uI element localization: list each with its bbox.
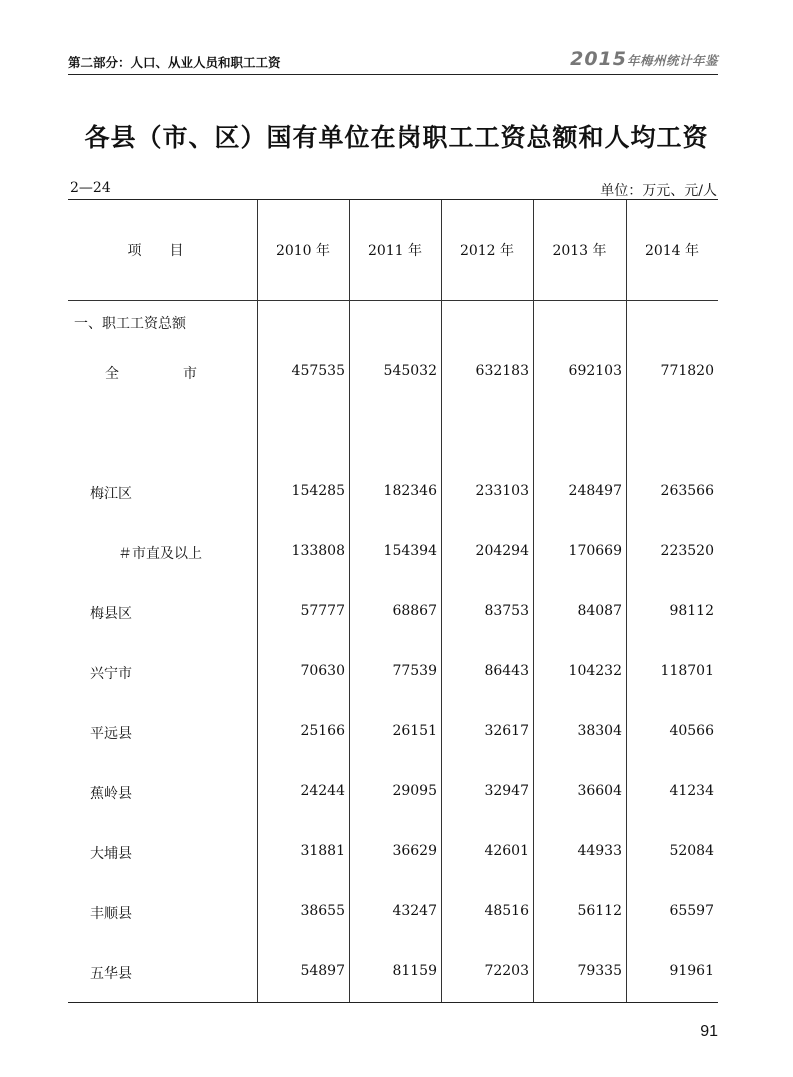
- table-row: [68, 723, 718, 743]
- cell-value: 42601: [484, 843, 529, 859]
- table-row: [68, 783, 718, 803]
- cell-value: 44933: [577, 843, 622, 859]
- cell-value: 133808: [291, 543, 345, 559]
- cell-value: 263566: [660, 483, 714, 499]
- cell-value: 70630: [300, 663, 345, 679]
- header-year-2012: 2012 年: [459, 243, 515, 259]
- cell-value: 48516: [484, 903, 529, 919]
- data-table: [68, 199, 718, 1003]
- yearbook-name: 年梅州统计年鉴: [626, 53, 718, 68]
- cell-value: 84087: [577, 603, 622, 619]
- row-label: 丰顺县: [90, 906, 132, 922]
- table-row: [68, 363, 718, 383]
- cell-value: 154394: [383, 543, 437, 559]
- cell-value: 41234: [669, 783, 714, 799]
- yearbook-title: [570, 48, 718, 70]
- unit-label: 单位：万元、元/人: [600, 183, 717, 199]
- section-row: [68, 313, 718, 333]
- table-number: 2—24: [70, 180, 111, 196]
- cell-value: 223520: [660, 543, 714, 559]
- header-year-2013: 2013 年: [552, 243, 607, 259]
- cell-value: 771820: [660, 363, 714, 379]
- cell-value: 248497: [568, 483, 622, 499]
- cell-value: 36604: [577, 783, 622, 799]
- cell-value: 72203: [484, 963, 529, 979]
- cell-value: 182346: [383, 483, 437, 499]
- table-row: [68, 543, 718, 563]
- cell-value: 233103: [475, 483, 529, 499]
- cell-value: 457535: [291, 363, 345, 379]
- cell-value: 79335: [577, 963, 622, 979]
- section-label: 一、职工工资总额: [74, 316, 186, 332]
- cell-value: 56112: [577, 903, 622, 919]
- row-label: 兴宁市: [90, 666, 132, 682]
- cell-value: 204294: [475, 543, 529, 559]
- cell-value: 104232: [568, 663, 622, 679]
- cell-value: 83753: [484, 603, 529, 619]
- section-heading: 第二部分：人口、从业人员和职工工资: [68, 55, 281, 70]
- cell-value: 38304: [577, 723, 622, 739]
- row-label: ＃市直及以上: [118, 546, 202, 562]
- cell-value: 68867: [392, 603, 437, 619]
- cell-value: 32617: [484, 723, 529, 739]
- cell-value: 26151: [392, 723, 437, 739]
- header-item: 项目: [127, 243, 212, 259]
- header-divider: [68, 300, 718, 301]
- table-row: [68, 963, 718, 983]
- cell-value: 545032: [383, 363, 437, 379]
- cell-value: 632183: [475, 363, 529, 379]
- cell-value: 91961: [669, 963, 714, 979]
- cell-value: 118701: [660, 663, 714, 679]
- cell-value: 57777: [300, 603, 345, 619]
- page-number: 91: [700, 1023, 718, 1040]
- row-label: 平远县: [90, 726, 132, 742]
- cell-value: 154285: [291, 483, 345, 499]
- row-label: 大埔县: [90, 846, 132, 862]
- row-label: 全市: [105, 366, 261, 382]
- header-year-2011: 2011 年: [367, 243, 423, 259]
- row-label: 梅县区: [90, 606, 132, 622]
- cell-value: 77539: [392, 663, 437, 679]
- table-row: [68, 903, 718, 923]
- running-head: [68, 48, 718, 75]
- cell-value: 65597: [669, 903, 714, 919]
- cell-value: 170669: [568, 543, 622, 559]
- yearbook-year: 2015: [570, 48, 627, 70]
- cell-value: 36629: [392, 843, 437, 859]
- row-label: 梅江区: [90, 486, 132, 502]
- cell-value: 86443: [484, 663, 529, 679]
- cell-value: 52084: [669, 843, 714, 859]
- table-row: [68, 663, 718, 683]
- cell-value: 54897: [300, 963, 345, 979]
- cell-value: 29095: [392, 783, 437, 799]
- cell-value: 25166: [300, 723, 345, 739]
- header-year-2010: 2010 年: [275, 243, 331, 259]
- cell-value: 40566: [669, 723, 714, 739]
- cell-value: 38655: [300, 903, 345, 919]
- row-label: 五华县: [90, 966, 132, 982]
- table-row: [68, 843, 718, 863]
- cell-value: 81159: [392, 963, 437, 979]
- cell-value: 31881: [300, 843, 345, 859]
- cell-value: 43247: [392, 903, 437, 919]
- header-year-2014: 2014 年: [644, 243, 700, 259]
- cell-value: 98112: [669, 603, 714, 619]
- row-label: 蕉岭县: [90, 786, 132, 802]
- cell-value: 24244: [300, 783, 345, 799]
- table-row: [68, 603, 718, 623]
- table-row: [68, 483, 718, 503]
- cell-value: 32947: [484, 783, 529, 799]
- cell-value: 692103: [568, 363, 622, 379]
- page-title: 各县（市、区）国有单位在岗职工工资总额和人均工资: [84, 123, 709, 152]
